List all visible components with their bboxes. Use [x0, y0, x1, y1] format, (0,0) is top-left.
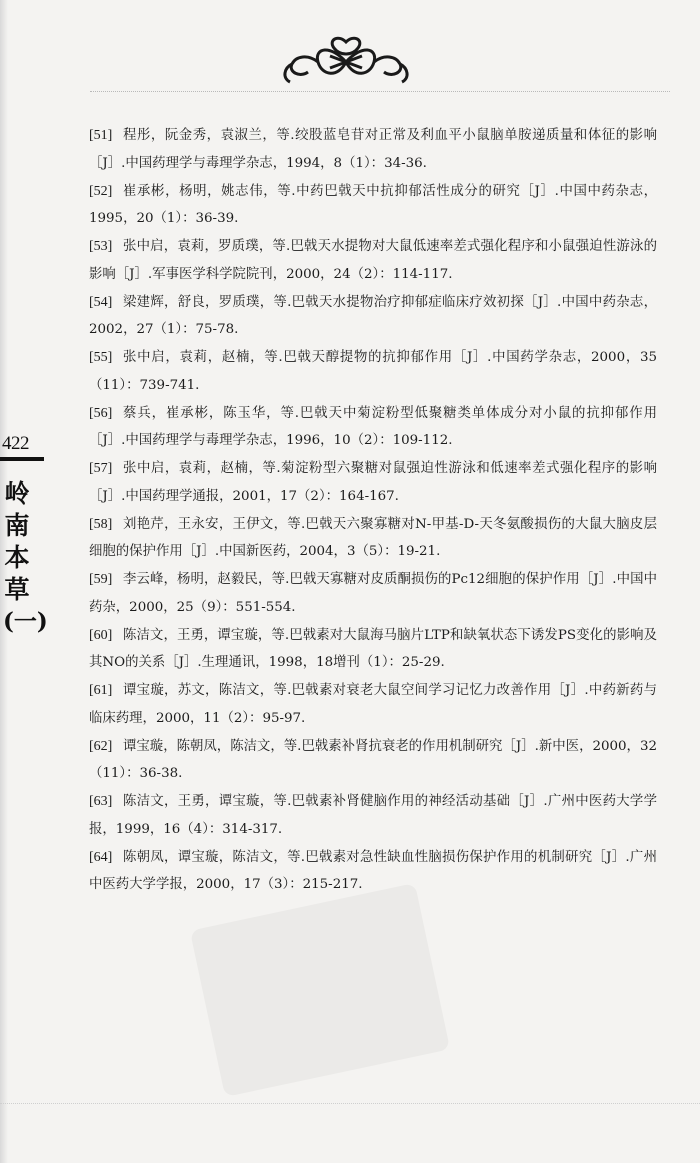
page-number: 422 [2, 433, 29, 454]
reference-text: 崔承彬，杨明，姚志伟，等.中药巴戟天中抗抑郁活性成分的研究［J］.中国中药杂志，1995，20（1）：36-39. [89, 183, 657, 226]
reference-list [89, 122, 657, 899]
reference-text: 谭宝璇，苏文，陈洁文，等.巴戟素对衰老大鼠空间学习记忆力改善作用［J］.中药新药与临床药理，2000，11（2）：95-97. [89, 683, 657, 726]
reference-text: 李云峰，杨明，赵毅民，等.巴戟天寡糖对皮质酮损伤的Pc12细胞的保护作用［J］.中国中药杂，2000，25（9）：551-554. [89, 572, 657, 615]
reference-text: 刘艳芹，王永安，王伊文，等.巴戟天六聚寡糖对N-甲基-D-天冬氨酸损伤的大鼠大脑皮层细胞的保护作用［J］.中国新医药，2004，3（5）：19-21. [89, 516, 657, 559]
header-rule [90, 91, 670, 92]
page-number-bar [0, 457, 44, 461]
reference-text: 程彤，阮金秀，袁淑兰，等.绞股蓝皂苷对正常及利血平小鼠脑单胺递质量和体征的影响［J］.中国药理学与毒理学杂志，1994，8（1）：34-36. [89, 128, 657, 171]
reference-text: 陈洁文，王勇，谭宝璇，等.巴戟素补肾健脑作用的神经活动基础［J］.广州中医药大学学报，1999，16（4）：314-317. [89, 794, 657, 837]
reference-number: [58] [89, 516, 113, 532]
side-title-char: 南 [4, 511, 30, 540]
reference-text: 张中启，袁莉，赵楠，等.菊淀粉型六聚糖对鼠强迫性游泳和低速率差式强化程序的影响［J］.中国药理学通报，2001，17（2）：164-167. [89, 461, 657, 504]
reference-number: [52] [89, 183, 113, 199]
reference-entry [89, 289, 657, 344]
reference-number: [64] [89, 849, 113, 865]
reference-entry [89, 788, 657, 843]
reference-entry [89, 511, 657, 566]
reference-text: 梁建辉，舒良，罗质璞，等.巴戟天水提物治疗抑郁症临床疗效初探［J］.中国中药杂志，2002，27（1）：75-78. [89, 294, 657, 337]
reference-entry [89, 844, 657, 899]
reference-entry [89, 400, 657, 455]
header-ornament [278, 34, 414, 90]
reference-number: [54] [89, 294, 113, 310]
side-title-char: 岭 [4, 479, 30, 508]
reference-text: 陈洁文，王勇，谭宝璇，等.巴戟素对大鼠海马脑片LTP和缺氧状态下诱发PS变化的影响及其NO的关系［J］.生理通讯，1998，18增刊（1）：25-29. [89, 627, 657, 670]
side-book-title [3, 478, 48, 638]
side-title-char: 草 [4, 575, 30, 604]
reference-entry [89, 344, 657, 399]
reference-number: [61] [89, 683, 113, 698]
reference-entry [89, 178, 657, 233]
reference-number: [53] [89, 239, 113, 254]
reference-text: 张中启，袁莉，赵楠，等.巴戟天醇提物的抗抑郁作用［J］.中国药学杂志，2000，35（11）：739-741. [89, 350, 657, 393]
reference-entry [89, 455, 657, 510]
reference-entry [89, 677, 657, 732]
reference-number: [62] [89, 738, 113, 754]
reference-text: 张中启，袁莉，罗质璞，等.巴戟天水提物对大鼠低速率差式强化程序和小鼠强迫性游泳的影响［J］.军事医学科学院院刊，2000，24（2）：114-117. [89, 239, 657, 282]
reference-entry [89, 233, 657, 288]
reference-text: 陈朝凤，谭宝璇，陈洁文，等.巴戟素对急性缺血性脑损伤保护作用的机制研究［J］.广州中医药大学学报，2000，17（3）：215-217. [89, 849, 657, 892]
reference-entry [89, 622, 657, 677]
reference-number: [59] [89, 572, 113, 587]
reference-number: [56] [89, 405, 113, 421]
reference-entry [89, 566, 657, 621]
side-title-char: 本 [4, 543, 30, 572]
reference-number: [55] [89, 350, 113, 365]
side-volume-mark: (一) [3, 608, 48, 635]
reference-text: 蔡兵，崔承彬，陈玉华，等.巴戟天中菊淀粉型低聚糖类单体成分对小鼠的抗抑郁作用［J］.中国药理学与毒理学杂志，1996，10（2）：109-112. [89, 405, 657, 448]
reference-number: [51] [89, 128, 113, 143]
reference-number: [60] [89, 627, 113, 643]
reference-entry [89, 733, 657, 788]
watermark-stamp [190, 883, 450, 1097]
reference-entry [89, 122, 657, 177]
reference-text: 谭宝璇，陈朝凤，陈洁文，等.巴戟素补肾抗衰老的作用机制研究［J］.新中医，2000，32（11）：36-38. [89, 738, 657, 781]
footer-rule [0, 1103, 700, 1104]
reference-number: [57] [89, 461, 113, 476]
reference-number: [63] [89, 794, 113, 809]
